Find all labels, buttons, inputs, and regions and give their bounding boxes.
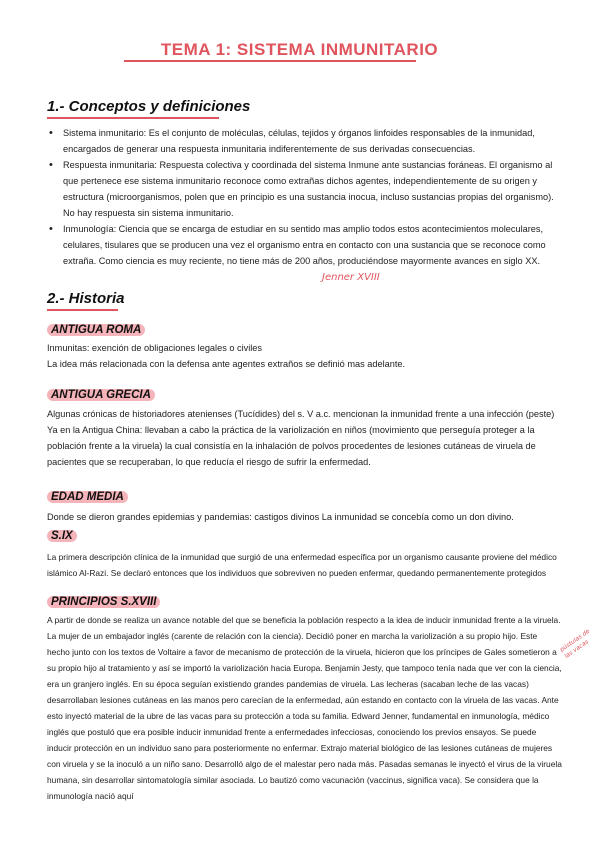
grecia-text: Algunas crónicas de historiadores atenienses (Tucídides) del s. V a.c. mencionan la inmunidad frente a una infección (peste) Ya en la Antigua China: llevaban a cabo la práctica de la variolización en niños (movimiento que perseguía proteger a la población frente a la viruela) la cual consistía en la inhalación de polvos procedentes de lesiones cutáneas de viruela de pacientes que se recuperaban, lo que reducía el riesgo de sufrir la enfermedad. bbox=[47, 409, 555, 467]
roma-line2: La idea más relacionada con la defensa ante agentes extraños se definió mas adelante. bbox=[47, 359, 406, 369]
section2-heading: 2.- Historia bbox=[47, 290, 125, 307]
roma-line1: Inmunitas: exención de obligaciones legales o civiles bbox=[47, 343, 263, 353]
six-text: La primera descripción clínica de la inmunidad que surgió de una enfermedad específica por un organismo causante proviene del médico islámico Al-Razi. Se declaró entonces que los individuos que sobreviven no pueden enfermar, quedando permanentemente protegidos bbox=[47, 552, 557, 578]
media-heading: EDAD MEDIA bbox=[47, 491, 128, 503]
definition-item: • Sistema inmunitario: Es el conjunto de moléculas, células, tejidos y órganos linfoides responsables de la inmunidad, encargados de generar una respuesta inmunitaria indiferentemente de sus derivadas consecuencias. bbox=[47, 125, 567, 157]
media-text: Donde se dieron grandes epidemias y pandemias: castigos divinos La inmunidad se concebía como un don divino. bbox=[47, 512, 514, 522]
title-underline bbox=[124, 60, 416, 62]
section2-underline bbox=[47, 309, 118, 311]
xviii-text: A partir de donde se realiza un avance notable del que se beneficia la población respecto a la idea de inducir inmunidad frente a la viruela. La mujer de un embajador inglés (carente de relación con la ciencia). Decidió poner en marcha la variolización a su propio hijo. Este hecho junto con los textos de Voltaire a favor de mecanismo de protección de la viruela, hicieron que los príncipes de Gales sometieron a su propio hijo al tratamiento y así se importó la variolización hacia Europa. Benjamin Jesty, que tampoco tenía nada que ver con la ciencia, era un granjero inglés. En su época seguían existiendo grandes pandemias de viruela. Las lecheras (sacaban leche de las vacas) desarrollaban lesiones cutáneas en las manos pero carecían de la enfermedad, aún estando en contacto con la viruela de las vacas. Ante esto inyectó material de la ubre de las vacas para su protección a toda su familia. Edward Jenner, fundamental en inmunología, médico inglés que postuló que era posible inducir inmunidad frente a enfermedades infecciosas, conociendo los previos ensayos. Se puede inducir protección en un individuo sano para posteriormente no enfermar. Extrajo material biológico de las lesiones cutáneas de mujeres con viruela y se la inoculó a un niño sano. Desarrolló algo de el malestar pero nada más. Pasadas semanas le inyectó el virus de la viruela humana, sin desarrollar sintomatología similar asociada. Lo bautizó como vacunación (vaccinus, significa vaca). Se considera que la inmunología nació aquí bbox=[47, 615, 562, 801]
six-heading: S.IX bbox=[47, 530, 77, 542]
definition-item: • Respuesta inmunitaria: Respuesta colectiva y coordinada del sistema Inmune ante sustancias foráneas. El organismo al que pertenece ese sistema inmunitario reconoce como extrañas dichos agentes, independientemente de su origen y estructura (microorganismos, polen que en principio es una sustancia inocua, incluso sustancias propias del organismo). No hay respuesta sin sistema inmunitario. bbox=[47, 157, 567, 221]
section1-heading: 1.- Conceptos y definiciones bbox=[47, 98, 251, 115]
jenner-annotation: Jenner XVIII bbox=[322, 272, 380, 283]
definitions-list bbox=[47, 125, 567, 269]
pustulas-margin-note: pústulas de las vacas bbox=[558, 627, 592, 661]
grecia-heading: ANTIGUA GRECIA bbox=[47, 389, 155, 401]
page-title: TEMA 1: SISTEMA INMUNITARIO bbox=[160, 40, 439, 59]
section1-underline bbox=[47, 117, 219, 119]
roma-heading: ANTIGUA ROMA bbox=[47, 324, 145, 336]
definition-item: • Inmunología: Ciencia que se encarga de estudiar en su sentido mas amplio todos estos acontecimientos moleculares, celulares, tisulares que se producen una vez el organismo entra en contacto con una sustancia que se reconoce como extraña. Como ciencia es muy reciente, no tiene más de 200 años, produciéndose mayormente avances en siglo XX. bbox=[47, 221, 567, 269]
xviii-heading: PRINCIPIOS S.XVIII bbox=[47, 596, 160, 608]
